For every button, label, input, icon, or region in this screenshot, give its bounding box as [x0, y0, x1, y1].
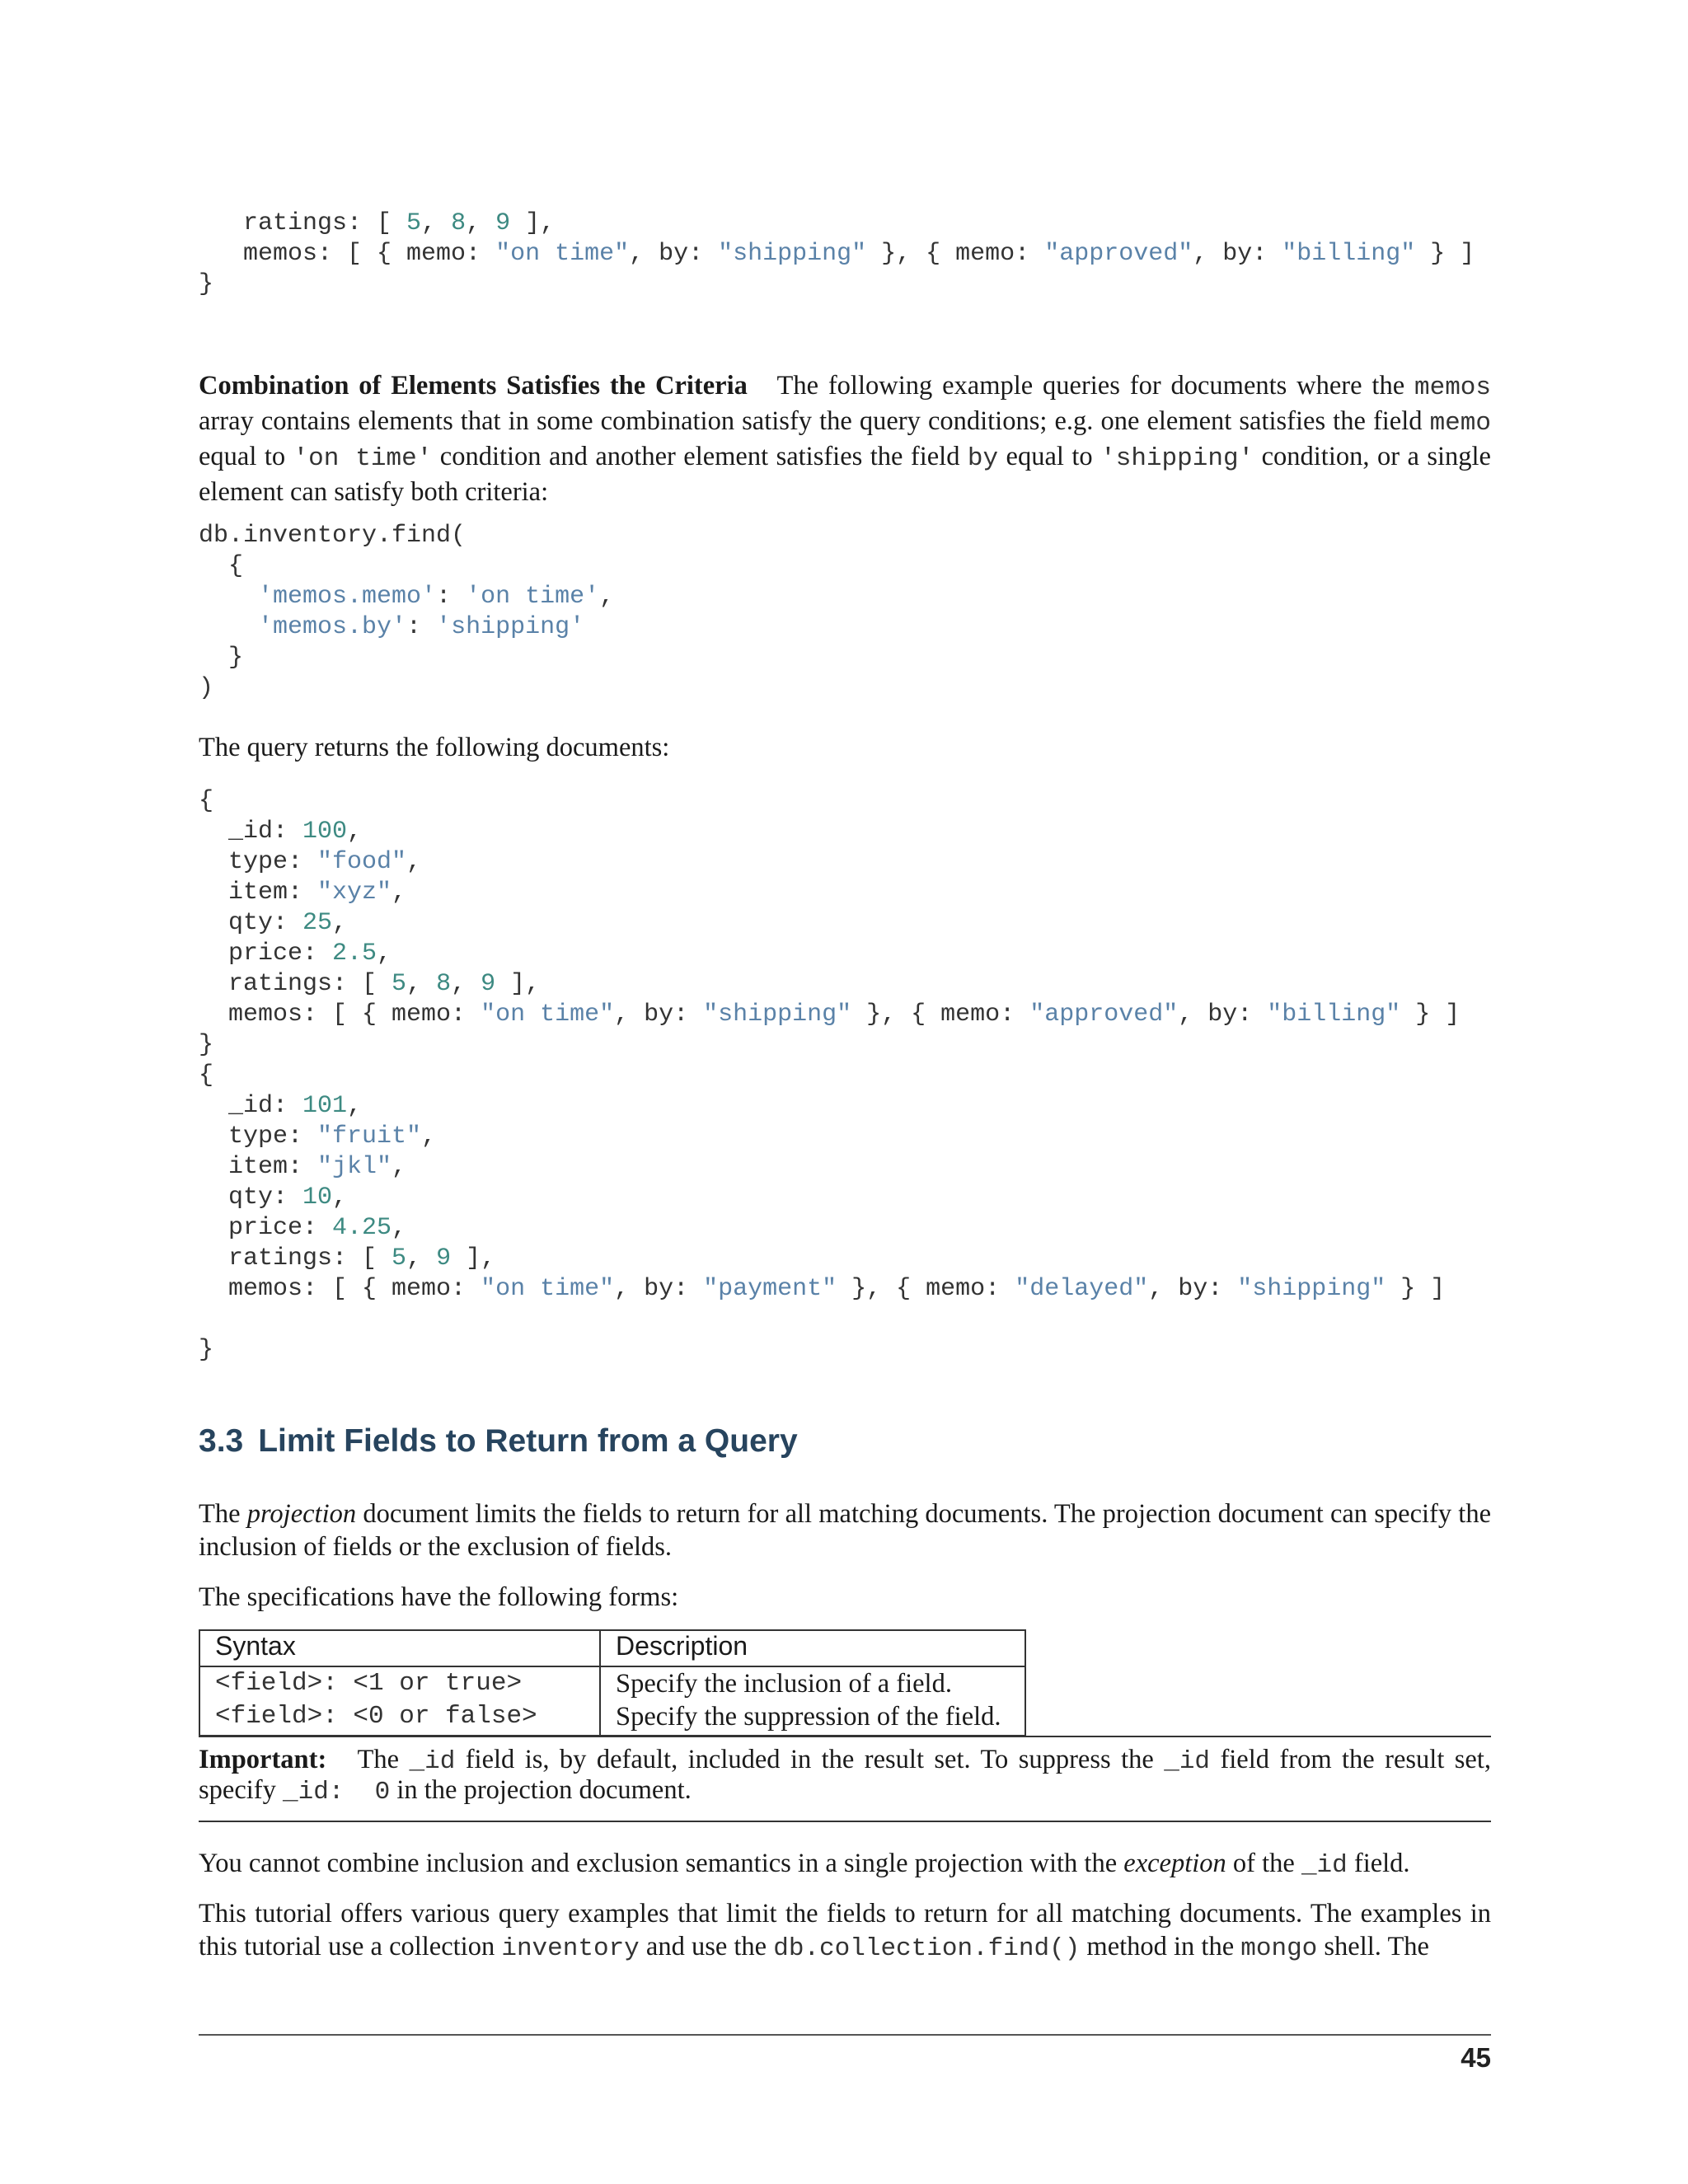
code-token: ,: [332, 909, 348, 937]
code-token: ,: [377, 940, 392, 968]
code-line: [199, 1122, 1460, 1152]
code-line: [199, 521, 614, 551]
code-token: :: [436, 583, 467, 611]
code-string-token: "on time": [481, 1001, 615, 1029]
code-token: } ]: [1400, 1001, 1461, 1029]
inline-code-id: _id: [1301, 1851, 1348, 1880]
code-line: [199, 582, 614, 612]
code-line: [199, 643, 614, 673]
table-cell-syntax: <field>: <1 or true>: [199, 1666, 600, 1700]
text-run: field is, by default, included in the result set. To suppress the: [455, 1745, 1165, 1774]
code-string-token: "payment": [703, 1275, 837, 1303]
table-header-description: Description: [600, 1630, 1025, 1666]
code-token: [199, 613, 258, 641]
code-token: } ]: [1415, 240, 1475, 268]
combine-semantics-paragraph: [199, 1847, 1491, 1882]
code-token: qty:: [199, 1183, 303, 1212]
code-number-token: 9: [495, 209, 511, 237]
code-line: [199, 1274, 1460, 1305]
text-run: in the projection document.: [390, 1775, 692, 1805]
section-title-text: Limit Fields to Return from a Query: [258, 1423, 798, 1459]
text-run: of the: [1226, 1849, 1301, 1878]
inline-code-inventory: inventory: [501, 1934, 640, 1963]
code-token: ,: [406, 970, 437, 998]
code-string-token: 'memos.by': [258, 613, 407, 641]
code-token: ratings: [: [199, 970, 392, 998]
code-token: ,: [392, 1153, 407, 1181]
code-token: ,: [347, 818, 363, 846]
code-line: [199, 1244, 1460, 1274]
code-token: }: [199, 270, 214, 298]
code-token: ,: [406, 848, 422, 876]
code-string-token: "on time": [495, 240, 630, 268]
text-run: The following example queries for documents where the: [776, 371, 1414, 401]
code-number-token: 9: [436, 1244, 452, 1272]
code-block-result-documents: [199, 786, 1460, 1366]
inline-code-shipping: 'shipping': [1100, 444, 1254, 473]
code-number-token: 5: [392, 1244, 407, 1272]
code-string-token: "shipping": [703, 1001, 852, 1029]
code-token: _id:: [199, 1092, 303, 1120]
code-line: [199, 551, 614, 582]
code-token: price:: [199, 940, 333, 968]
code-token: memos: [ { memo:: [199, 1275, 481, 1303]
text-run: method in the: [1080, 1932, 1241, 1961]
code-token: {: [199, 552, 244, 580]
inline-code-memo: memo: [1429, 409, 1491, 438]
code-line: [199, 878, 1460, 908]
table-cell-description: Specify the inclusion of a field.: [600, 1666, 1025, 1700]
code-string-token: "shipping": [718, 240, 867, 268]
code-line: [199, 939, 1460, 969]
inline-code-id-zero: _id: 0: [282, 1778, 391, 1807]
text-run: This tutorial offers various query examples that limit the fields to return for all matching documents. The examples in this tutorial use a collection: [199, 1899, 1491, 1961]
inline-code-by: by: [967, 444, 999, 473]
text-run: field from the result set, specify: [199, 1745, 1492, 1805]
code-line: [199, 209, 1475, 239]
code-token: ,: [451, 970, 481, 998]
table-cell-syntax: <field>: <0 or false>: [199, 1700, 600, 1736]
code-number-token: 5: [406, 209, 422, 237]
code-token: type:: [199, 1122, 318, 1151]
code-token: ],: [495, 970, 541, 998]
code-token: [199, 583, 258, 611]
code-line: [199, 817, 1460, 847]
code-token: memos: [ { memo:: [199, 240, 496, 268]
code-token: type:: [199, 848, 318, 876]
text-run: The: [199, 1499, 247, 1529]
code-token: ,: [347, 1092, 363, 1120]
inline-code-find-method: db.collection.find(): [773, 1934, 1081, 1963]
code-string-token: 'memos.memo': [258, 583, 437, 611]
code-line: [199, 1152, 1460, 1183]
important-label: Important:: [199, 1745, 327, 1774]
code-line: [199, 1305, 1460, 1335]
text-run: shell. The: [1317, 1932, 1429, 1961]
code-line: [199, 847, 1460, 878]
footer-divider: [199, 2034, 1491, 2036]
code-token: item:: [199, 879, 318, 907]
inline-code-on-time: 'on time': [293, 444, 433, 473]
code-block-document-tail: [199, 209, 1475, 300]
text-run: The: [357, 1745, 410, 1774]
code-token: ,: [332, 1183, 348, 1212]
code-token: ,: [466, 209, 496, 237]
text-run: condition and another element satisfies the field: [432, 442, 968, 471]
code-token: _id:: [199, 818, 303, 846]
text-run: equal to: [199, 442, 293, 471]
code-line: [199, 1030, 1460, 1061]
code-string-token: "billing": [1282, 240, 1416, 268]
code-line: [199, 969, 1460, 1000]
table-cell-description: Specify the suppression of the field.: [600, 1700, 1025, 1736]
code-token: }: [199, 1031, 214, 1059]
code-token: , by:: [614, 1275, 704, 1303]
section-heading: [199, 1423, 798, 1460]
text-run: You cannot combine inclusion and exclusion semantics in a single projection with the: [199, 1849, 1124, 1878]
important-admonition: [199, 1746, 1491, 1807]
note-bottom-divider: [199, 1821, 1491, 1822]
table-header-syntax: Syntax: [199, 1630, 600, 1666]
table-header-row: [199, 1630, 1025, 1666]
code-token: price:: [199, 1214, 333, 1242]
code-token: }, { memo:: [837, 1275, 1015, 1303]
text-run: and use the: [639, 1932, 774, 1961]
code-string-token: 'shipping': [436, 613, 585, 641]
code-token: ],: [510, 209, 556, 237]
code-string-token: "jkl": [317, 1153, 392, 1181]
text-run: array contains elements that in some combination satisfy the query conditions; e.g. one element satisfies the field: [199, 406, 1430, 436]
code-token: ,: [392, 1214, 407, 1242]
code-line: [199, 1091, 1460, 1122]
code-token: {: [199, 787, 214, 815]
code-token: :: [406, 613, 437, 641]
code-line: [199, 269, 1475, 300]
combination-paragraph: [199, 369, 1491, 509]
code-token: , by:: [1148, 1275, 1238, 1303]
section-number: 3.3: [199, 1423, 244, 1459]
code-token: , by:: [629, 240, 719, 268]
code-token: ,: [421, 209, 452, 237]
text-run: document limits the fields to return for all matching documents. The projection document can specify the inclusion of fields or the exclusion of fields.: [199, 1499, 1492, 1562]
code-number-token: 10: [302, 1183, 333, 1212]
code-token: ratings: [: [199, 1244, 392, 1272]
code-string-token: "xyz": [317, 879, 392, 907]
inline-code-memos: memos: [1414, 373, 1491, 402]
emphasis-projection: projection: [246, 1499, 357, 1529]
projection-spec-table: [199, 1629, 1026, 1736]
code-line: [199, 239, 1475, 269]
inline-code-mongo: mongo: [1240, 1934, 1318, 1963]
code-token: memos: [ { memo:: [199, 1001, 481, 1029]
code-string-token: "on time": [481, 1275, 615, 1303]
code-line: [199, 673, 614, 704]
table-row: [199, 1666, 1025, 1700]
code-token: ,: [599, 583, 615, 611]
code-line: [199, 1000, 1460, 1030]
code-token: , by:: [1193, 240, 1282, 268]
code-token: , by:: [1178, 1001, 1268, 1029]
code-token: ],: [451, 1244, 496, 1272]
code-token: ,: [421, 1122, 437, 1151]
code-token: }: [199, 1336, 214, 1364]
code-string-token: "food": [317, 848, 407, 876]
page-number: 45: [1461, 2042, 1491, 2073]
tutorial-paragraph: [199, 1897, 1491, 1966]
code-string-token: "billing": [1267, 1001, 1401, 1029]
code-number-token: 5: [392, 970, 407, 998]
code-number-token: 2.5: [332, 940, 377, 968]
text-run: field.: [1347, 1849, 1410, 1878]
note-top-divider: [199, 1736, 1491, 1737]
code-token: {: [199, 1062, 214, 1090]
emphasis-exception: exception: [1123, 1849, 1226, 1878]
code-token: ,: [406, 1244, 437, 1272]
code-token: item:: [199, 1153, 318, 1181]
code-line: [199, 1213, 1460, 1244]
code-line: [199, 908, 1460, 939]
code-number-token: 101: [302, 1092, 348, 1120]
code-number-token: 25: [302, 909, 333, 937]
code-string-token: "approved": [1029, 1001, 1179, 1029]
code-string-token: "delayed": [1015, 1275, 1149, 1303]
code-string-token: "approved": [1044, 240, 1193, 268]
table-row: [199, 1700, 1025, 1736]
code-line: [199, 612, 614, 643]
code-number-token: 8: [451, 209, 467, 237]
code-string-token: "fruit": [317, 1122, 422, 1151]
code-token: } ]: [1386, 1275, 1446, 1303]
code-token: ): [199, 674, 214, 702]
code-number-token: 4.25: [332, 1214, 392, 1242]
specs-intro-paragraph: The specifications have the following forms:: [199, 1582, 679, 1612]
code-string-token: 'on time': [466, 583, 600, 611]
inline-code-id: _id: [1164, 1747, 1211, 1776]
code-token: }, { memo:: [866, 240, 1045, 268]
code-token: ,: [392, 879, 407, 907]
paragraph-run-in-heading: Combination of Elements Satisfies the Criteria: [199, 371, 748, 401]
document-page: [199, 0, 1491, 2184]
text-run: equal to: [998, 442, 1101, 471]
code-token: }, { memo:: [851, 1001, 1030, 1029]
code-line: [199, 1183, 1460, 1213]
code-token: , by:: [614, 1001, 704, 1029]
code-token: db.inventory.find(: [199, 522, 467, 550]
text-run: condition, or a single element can satisfy both criteria:: [199, 442, 1491, 507]
code-block-find-query: [199, 521, 614, 704]
projection-paragraph: [199, 1497, 1491, 1563]
code-token: }: [199, 644, 244, 672]
code-token: ratings: [: [199, 209, 407, 237]
inline-code-id: _id: [409, 1747, 456, 1776]
code-token: qty:: [199, 909, 303, 937]
code-number-token: 100: [302, 818, 348, 846]
code-line: [199, 786, 1460, 817]
code-line: [199, 1061, 1460, 1091]
code-line: [199, 1335, 1460, 1366]
returns-paragraph: The query returns the following documents:: [199, 733, 670, 762]
code-number-token: 8: [436, 970, 452, 998]
code-string-token: "shipping": [1237, 1275, 1386, 1303]
code-number-token: 9: [481, 970, 496, 998]
